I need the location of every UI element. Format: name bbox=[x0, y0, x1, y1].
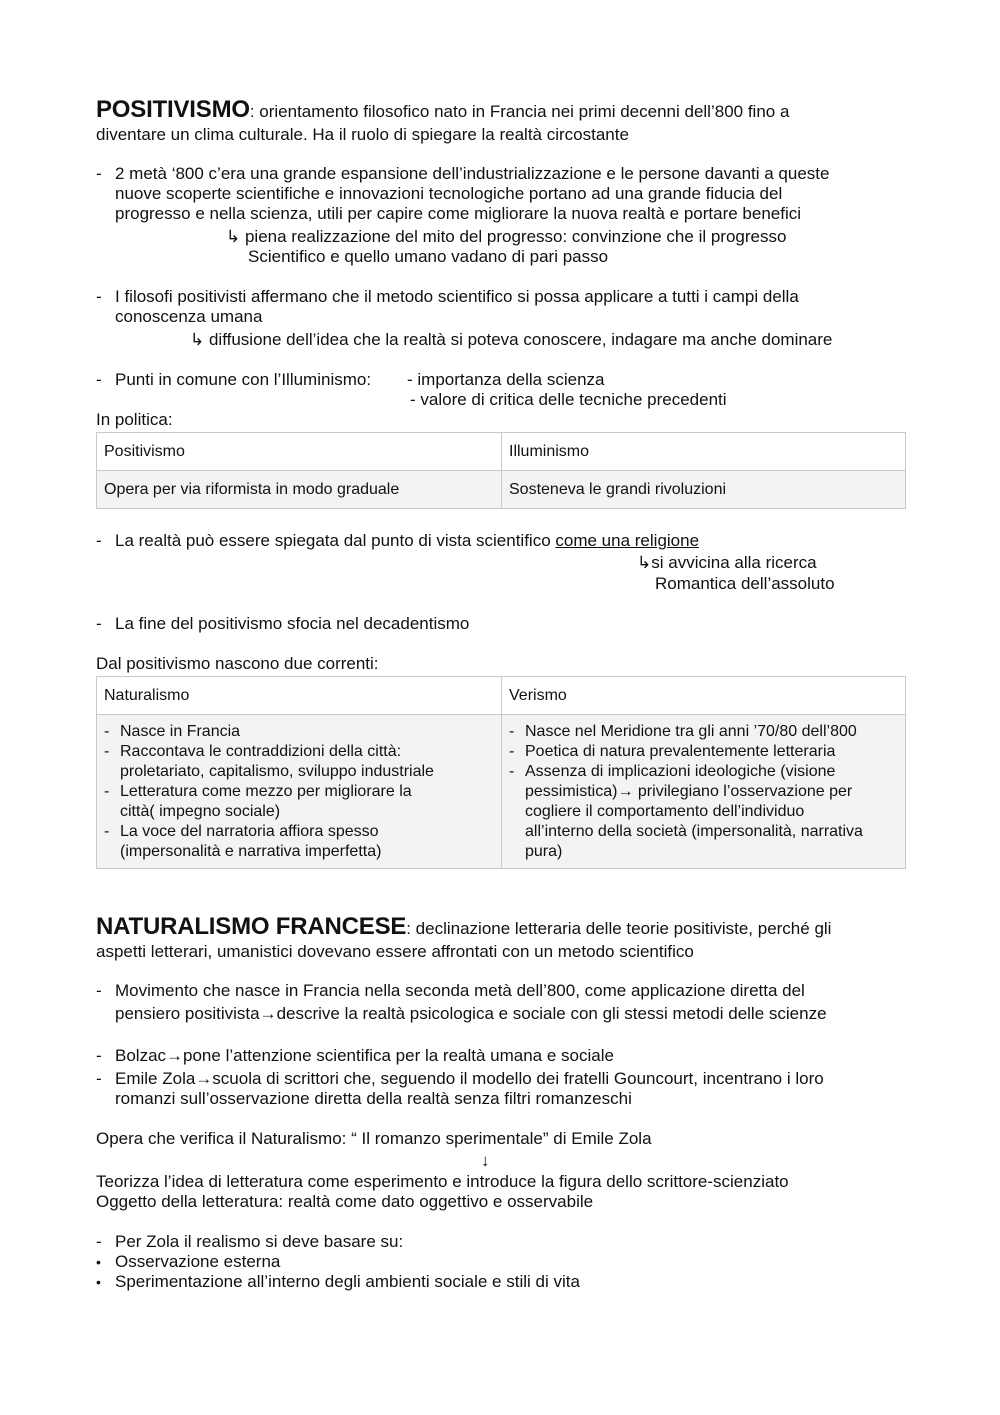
down-arrow-icon: ↓ bbox=[481, 1151, 490, 1170]
correnti-label: Dal positivismo nascono due correnti: bbox=[96, 654, 379, 673]
list-item: - Nasce nel Meridione tra gli anni ’70/80 dell’800 bbox=[509, 723, 857, 740]
nat-point-4-text: Per Zola il realismo si deve basare su: bbox=[115, 1232, 404, 1251]
table-row bbox=[97, 677, 906, 715]
dash-marker: - bbox=[96, 1069, 102, 1088]
point-1-line-3: progresso e nella scienza, utili per capire come migliorare la nuova realtà e portare benefici bbox=[115, 204, 802, 223]
point-2-arrow: ↳ diffusione dell’idea che la realtà si poteva conoscere, indagare ma anche dominare bbox=[190, 330, 833, 349]
list-item: - Nasce in Francia bbox=[104, 723, 241, 740]
nat-point-1-line-2: pensiero positivista→descrive la realtà psicologica e sociale con gli stessi metodi delle scienze bbox=[115, 1004, 827, 1023]
list-item-continuation: cogliere il comportamento dell’individuo bbox=[525, 803, 805, 820]
dash-marker: - bbox=[96, 370, 102, 389]
point-5-text: La fine del positivismo sfocia nel decadentismo bbox=[115, 614, 470, 633]
list-item: - Letteratura come mezzo per migliorare la bbox=[104, 783, 412, 800]
list-item: - Assenza di implicazioni ideologiche (visione bbox=[509, 763, 836, 780]
naturalismo-intro-2: aspetti letterari, umanistici dovevano essere affrontati con un metodo scientifico bbox=[96, 942, 694, 961]
dash-marker: - bbox=[96, 981, 102, 1000]
table-row bbox=[97, 715, 906, 869]
nat-point-2-text: Bolzac→pone l’attenzione scientifica per la realtà umana e sociale bbox=[115, 1046, 614, 1065]
oggetto-line: Oggetto della letteratura: realtà come dato oggettivo e osservabile bbox=[96, 1192, 594, 1211]
dash-marker: - bbox=[96, 164, 102, 183]
list-item-continuation: all’interno della società (impersonalità, narrativa bbox=[525, 823, 863, 840]
naturalismo-heading bbox=[96, 914, 916, 962]
point-3-item-2: - valore di critica delle tecniche precedenti bbox=[410, 390, 727, 409]
point-2-line-2: conoscenza umana bbox=[115, 307, 263, 326]
table-header-cell: Verismo bbox=[502, 677, 906, 715]
table-header-cell: Positivismo bbox=[97, 433, 502, 471]
opera-line: Opera che verifica il Naturalismo: “ Il romanzo sperimentale” di Emile Zola bbox=[96, 1129, 652, 1148]
politica-label: In politica: bbox=[96, 410, 173, 429]
teorizza-line: Teorizza l’idea di letteratura come esperimento e introduce la figura dello scrittore-scienziato bbox=[96, 1172, 789, 1191]
point-4-line bbox=[115, 531, 699, 551]
point-4-arrow-line-1: ↳si avvicina alla ricerca bbox=[637, 553, 817, 572]
point-3-label: Punti in comune con l’Illuminismo: bbox=[115, 370, 372, 389]
point-1-arrow-line-1: ↳ piena realizzazione del mito del progresso: convinzione che il progresso bbox=[226, 227, 787, 246]
list-item: - Poetica di natura prevalentemente letteraria bbox=[509, 743, 836, 760]
positivismo-title: POSITIVISMO bbox=[96, 96, 250, 123]
nat-point-3-line-1: Emile Zola→scuola di scrittori che, seguendo il modello dei fratelli Gouncourt, incentrano i loro bbox=[115, 1069, 824, 1088]
dash-marker: - bbox=[96, 1232, 102, 1251]
list-item-continuation: proletariato, capitalismo, sviluppo industriale bbox=[120, 763, 434, 780]
bullet-text: Osservazione esterna bbox=[115, 1252, 281, 1271]
list-item-continuation: (impersonalità e narrativa imperfetta) bbox=[120, 843, 382, 860]
table-header-cell: Naturalismo bbox=[97, 677, 502, 715]
point-2-line-1: I filosofi positivisti affermano che il metodo scientifico si possa applicare a tutti i campi della bbox=[115, 287, 799, 306]
dash-marker: - bbox=[96, 531, 102, 550]
naturalismo-intro-1: : declinazione letteraria delle teorie positiviste, perché gli bbox=[406, 919, 832, 938]
list-item-continuation: città( impegno sociale) bbox=[120, 803, 281, 820]
dash-marker: - bbox=[96, 1046, 102, 1065]
naturalismo-cell bbox=[97, 715, 502, 869]
point-3-item-1: - importanza della scienza bbox=[407, 370, 605, 389]
table-cell: Sosteneva le grandi rivoluzioni bbox=[502, 471, 906, 509]
point-1-arrow-line-2: Scientifico e quello umano vadano di pari passo bbox=[248, 247, 609, 266]
dash-marker: - bbox=[96, 614, 102, 633]
dash-marker: - bbox=[96, 287, 102, 306]
positivismo-heading bbox=[96, 97, 916, 145]
nat-point-3-line-2: romanzi sull’osservazione diretta della realtà senza filtri romanzeschi bbox=[115, 1089, 632, 1108]
point-4-text: La realtà può essere spiegata dal punto di vista scientifico bbox=[115, 531, 556, 550]
table-cell: Opera per via riformista in modo graduale bbox=[97, 471, 502, 509]
list-item: - La voce del narratoria affiora spesso bbox=[104, 823, 379, 840]
table-row bbox=[97, 471, 906, 509]
politica-table bbox=[96, 432, 906, 509]
correnti-table bbox=[96, 676, 906, 869]
point-4-arrow-line-2: Romantica dell’assoluto bbox=[655, 574, 835, 593]
point-1-line-2: nuove scoperte scientifiche e innovazioni tecnologiche portano ad una grande fiducia del bbox=[115, 184, 783, 203]
table-header-cell: Illuminismo bbox=[502, 433, 906, 471]
list-item-continuation: pessimistica)→ privilegiano l’osservazione per bbox=[525, 783, 853, 800]
table-row bbox=[97, 433, 906, 471]
point-1-line-1: 2 metà ‘800 c’era una grande espansione dell’industrializzazione e le persone davanti a queste bbox=[115, 164, 830, 183]
bullet-text: Sperimentazione all’interno degli ambienti sociale e stili di vita bbox=[115, 1272, 580, 1291]
list-item-continuation: pura) bbox=[525, 843, 563, 860]
nat-point-1-line-1: Movimento che nasce in Francia nella seconda metà dell’800, come applicazione diretta del bbox=[115, 981, 805, 1000]
bullet-icon: • bbox=[96, 1274, 101, 1290]
positivismo-intro-2: diventare un clima culturale. Ha il ruolo di spiegare la realtà circostante bbox=[96, 125, 629, 144]
positivismo-intro-1: : orientamento filosofico nato in Francia nei primi decenni dell’800 fino a bbox=[249, 102, 790, 121]
list-item: - Raccontava le contraddizioni della città: bbox=[104, 743, 402, 760]
point-4-underlined: come una religione bbox=[555, 531, 700, 550]
verismo-cell bbox=[502, 715, 906, 869]
naturalismo-title: NATURALISMO FRANCESE bbox=[96, 913, 407, 940]
bullet-icon: • bbox=[96, 1254, 101, 1270]
